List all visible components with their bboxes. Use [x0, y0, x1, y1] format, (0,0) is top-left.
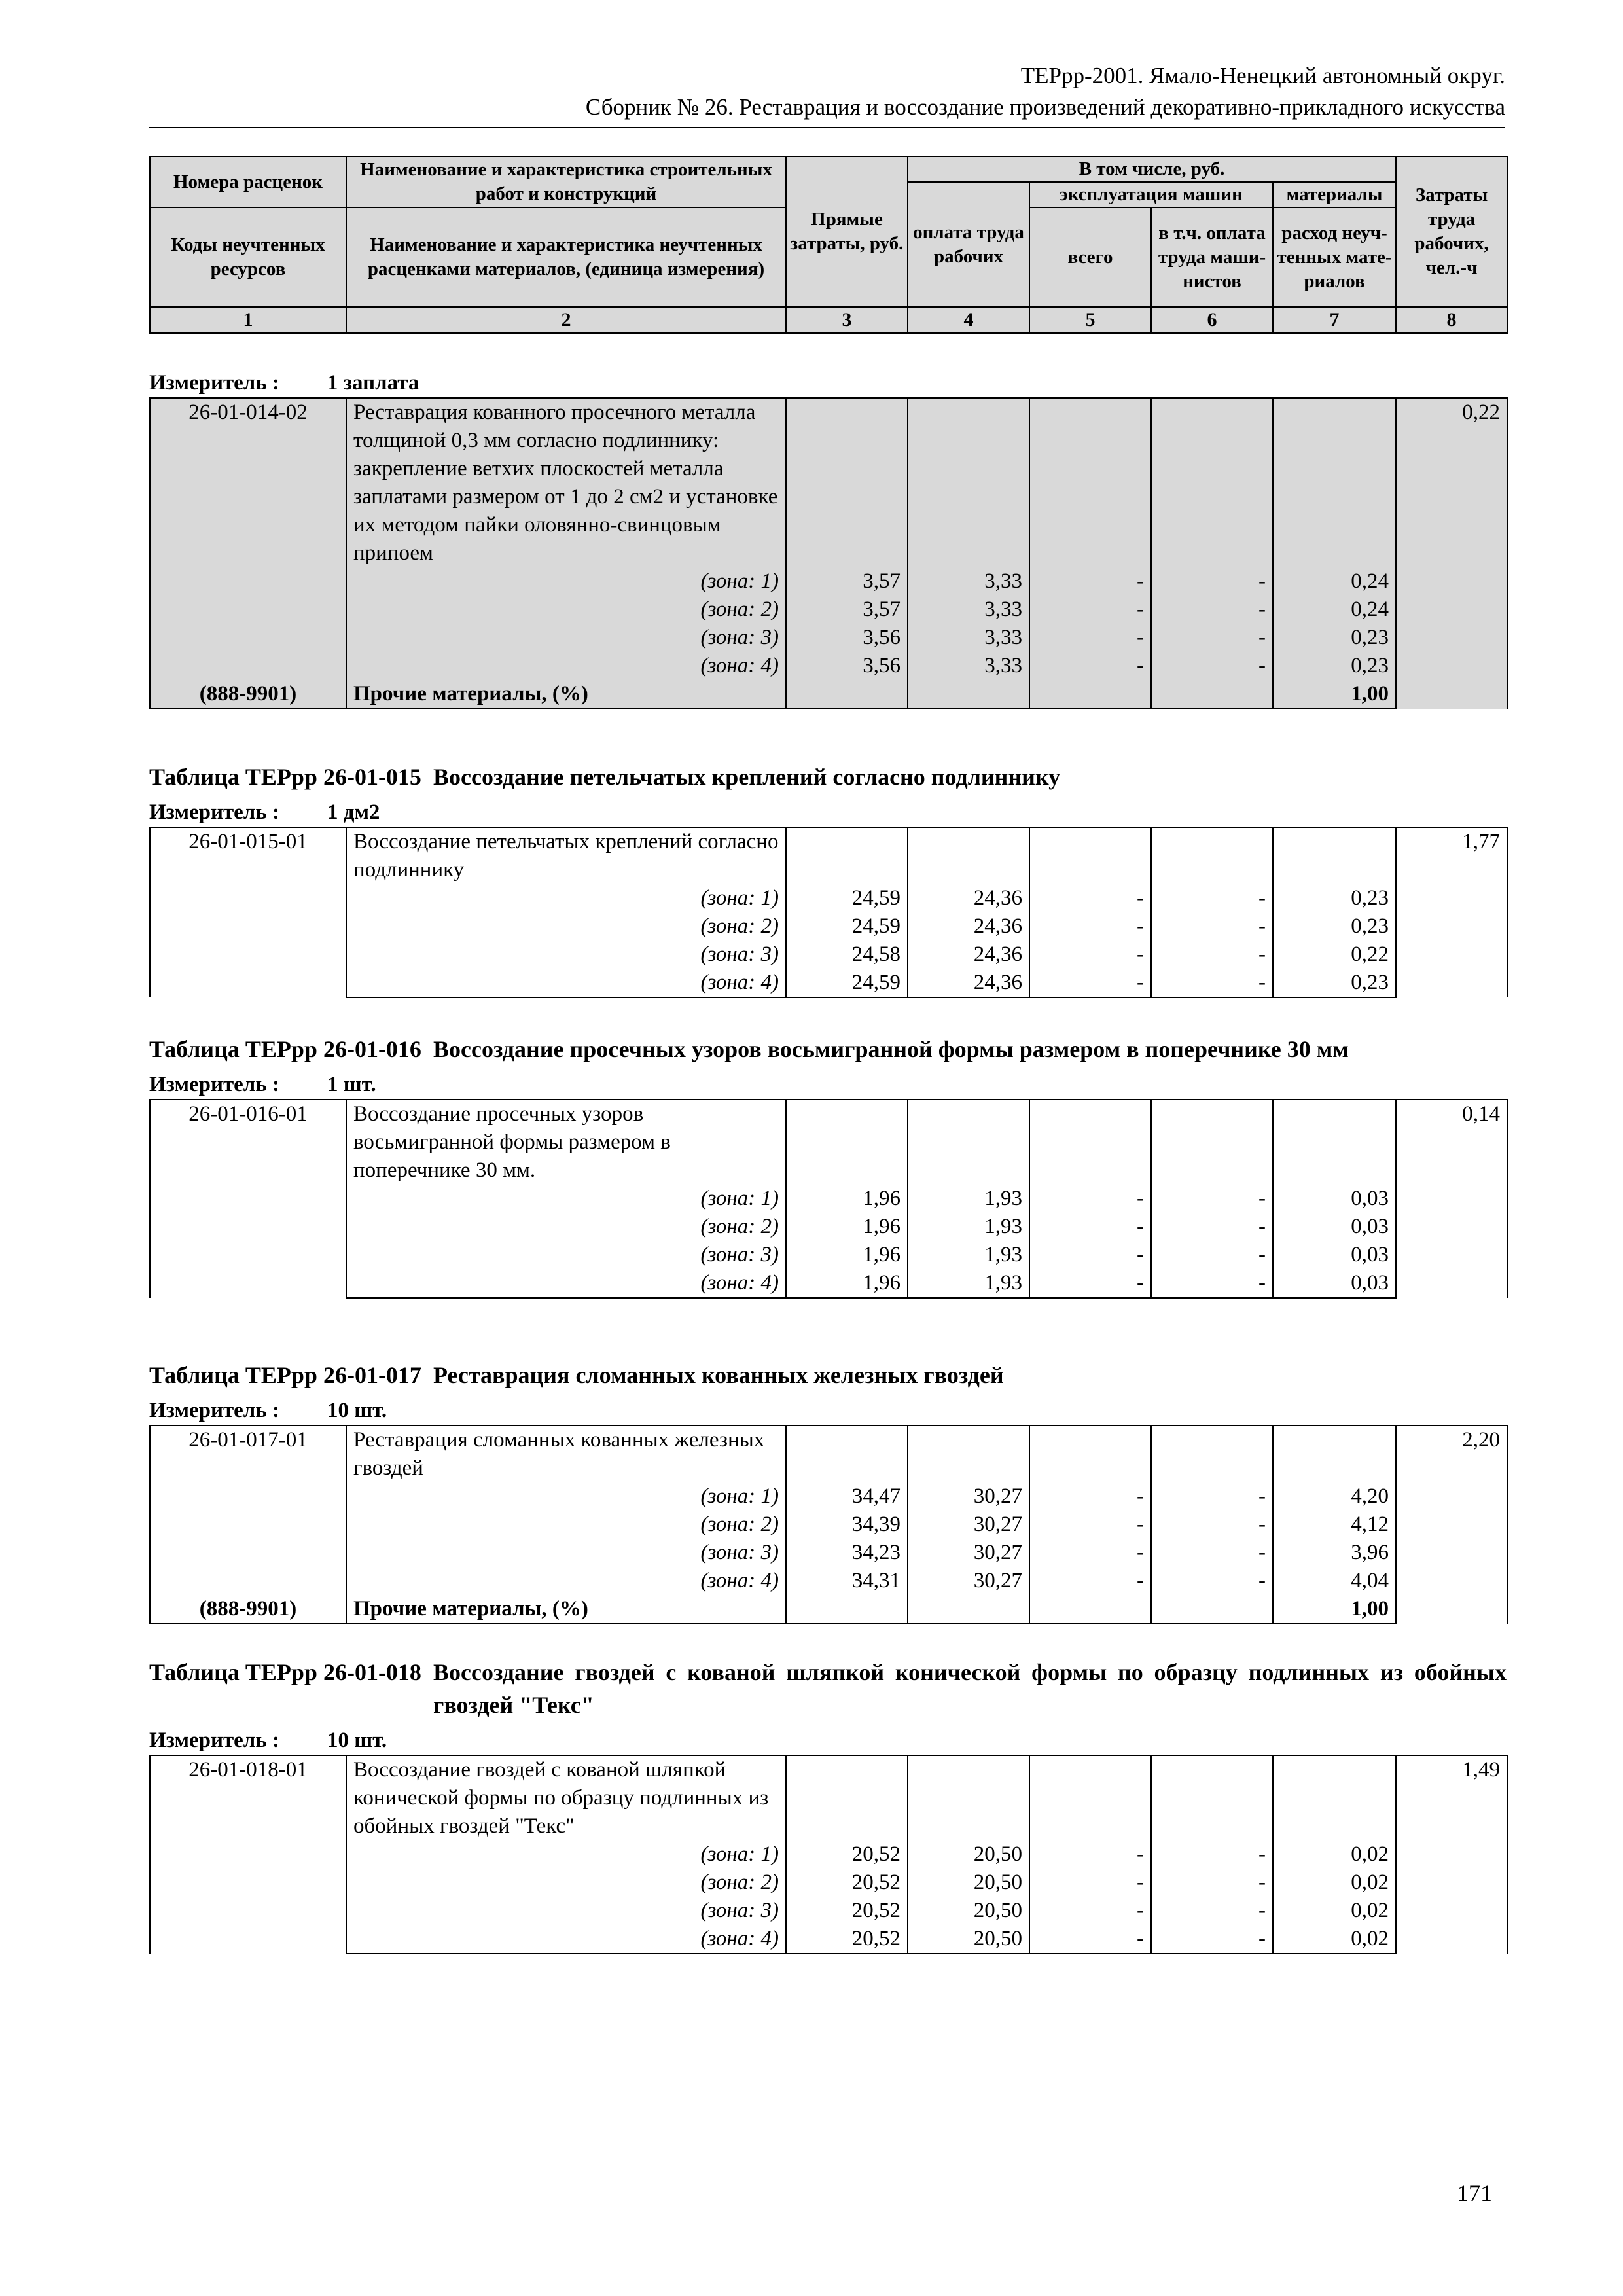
machines-total: - [1029, 1897, 1151, 1925]
section-26-01-014 [149, 369, 1507, 709]
unit-value: 1 шт. [327, 1073, 376, 1096]
other-materials-name: Прочие материалы, (%) [346, 1595, 786, 1624]
machines-total: - [1029, 1213, 1151, 1241]
table-number: Таблица ТЕРрр 26-01-016 [149, 1036, 421, 1062]
unit-label: Измеритель : [149, 1399, 280, 1422]
zone-label: (зона: 1) [346, 567, 786, 596]
col-num: 4 [908, 307, 1029, 333]
machinist-pay: - [1151, 1925, 1273, 1954]
machines-total: - [1029, 1840, 1151, 1869]
rate-code: 26-01-018-01 [150, 1755, 346, 1954]
zone-label: (зона: 1) [346, 1840, 786, 1869]
zone-label: (зона: 4) [346, 652, 786, 680]
rate-description: Воссоздание петельчатых креплений согласно подлиннику [346, 827, 786, 884]
machinist-pay: - [1151, 1511, 1273, 1539]
materials-cost: 0,24 [1273, 567, 1396, 596]
header-direct-costs: Прямые затраты, руб. [786, 156, 908, 307]
rate-code: 26-01-015-01 [150, 827, 346, 997]
machines-total: - [1029, 884, 1151, 912]
materials-cost: 0,03 [1273, 1185, 1396, 1213]
machines-total: - [1029, 1869, 1151, 1897]
labor-pay: 30,27 [908, 1539, 1029, 1567]
direct-cost: 34,39 [786, 1511, 908, 1539]
direct-cost: 20,52 [786, 1897, 908, 1925]
table-name: Воссоздание просечных узоров восьмигранной формы размером в поперечнике 30 мм [433, 1036, 1349, 1062]
materials-cost: 0,03 [1273, 1269, 1396, 1298]
rates-table [149, 827, 1508, 998]
col-num: 2 [346, 307, 786, 333]
labor-pay: 30,27 [908, 1511, 1029, 1539]
section-26-01-017 [149, 1359, 1507, 1624]
direct-cost: 34,47 [786, 1482, 908, 1511]
zone-label: (зона: 3) [346, 1897, 786, 1925]
rates-table [149, 1099, 1508, 1299]
machines-total: - [1029, 1269, 1151, 1298]
labor-pay: 24,36 [908, 941, 1029, 969]
labor-pay: 1,93 [908, 1269, 1029, 1298]
zone-label: (зона: 4) [346, 1567, 786, 1595]
table-name: Реставрация сломанных кованных железных гвоздей [433, 1362, 1004, 1388]
labor-cost: 2,20 [1396, 1426, 1507, 1624]
direct-cost: 3,56 [786, 624, 908, 652]
zone-label: (зона: 3) [346, 1539, 786, 1567]
other-materials-value: 1,00 [1273, 680, 1396, 709]
unit-label: Измеритель : [149, 1073, 280, 1096]
zone-label: (зона: 2) [346, 1511, 786, 1539]
materials-cost: 0,22 [1273, 941, 1396, 969]
machines-total: - [1029, 624, 1151, 652]
labor-pay: 20,50 [908, 1897, 1029, 1925]
materials-cost: 4,04 [1273, 1567, 1396, 1595]
zone-label: (зона: 1) [346, 1185, 786, 1213]
header-resource-codes: Коды неучтенных ресурсов [150, 207, 346, 307]
rate-code: 26-01-016-01 [150, 1100, 346, 1298]
table-title [149, 1359, 1507, 1391]
labor-pay: 20,50 [908, 1869, 1029, 1897]
machinist-pay: - [1151, 1269, 1273, 1298]
machines-total: - [1029, 1567, 1151, 1595]
zone-label: (зона: 3) [346, 1241, 786, 1269]
machinist-pay: - [1151, 941, 1273, 969]
direct-cost: 24,59 [786, 969, 908, 997]
table-title [149, 761, 1507, 793]
header-material-name: Наименование и характеристика неучтенных расценками материалов, (единица измерения) [346, 207, 786, 307]
direct-cost: 3,57 [786, 567, 908, 596]
materials-cost: 4,20 [1273, 1482, 1396, 1511]
labor-pay: 30,27 [908, 1482, 1029, 1511]
labor-pay: 20,50 [908, 1925, 1029, 1954]
rate-description: Реставрация кованного просечного металла толщиной 0,3 мм согласно подлиннику: закрепление ветхих плоскостей металла заплатами размером от 1 до 2 см2 и установке их методом пайки оловянно-свинцовым припоем [346, 398, 786, 567]
direct-cost: 24,59 [786, 912, 908, 941]
labor-cost: 0,22 [1396, 398, 1507, 709]
machines-total: - [1029, 941, 1151, 969]
machinist-pay: - [1151, 596, 1273, 624]
materials-cost: 0,23 [1273, 912, 1396, 941]
direct-cost: 1,96 [786, 1269, 908, 1298]
rates-table [149, 397, 1508, 709]
machines-total: - [1029, 969, 1151, 997]
machinist-pay: - [1151, 1241, 1273, 1269]
header-material-consumption: расход неуч-тенных мате-риалов [1273, 207, 1396, 307]
direct-cost: 20,52 [786, 1925, 908, 1954]
labor-pay: 1,93 [908, 1241, 1029, 1269]
labor-pay: 1,93 [908, 1213, 1029, 1241]
unit-value: 10 шт. [327, 1729, 387, 1752]
direct-cost: 3,57 [786, 596, 908, 624]
unit-line [149, 1397, 1507, 1425]
zone-label: (зона: 2) [346, 596, 786, 624]
header-machines-total: всего [1029, 207, 1151, 307]
materials-cost: 0,23 [1273, 652, 1396, 680]
machines-total: - [1029, 1925, 1151, 1954]
table-name: Воссоздание петельчатых креплений согласно подлиннику [433, 764, 1061, 790]
direct-cost: 1,96 [786, 1213, 908, 1241]
unit-value: 1 заплата [327, 371, 419, 395]
header-labor-pay: оплата труда рабочих [908, 182, 1029, 307]
zone-label: (зона: 1) [346, 1482, 786, 1511]
unit-line [149, 1071, 1507, 1099]
labor-pay: 3,33 [908, 567, 1029, 596]
materials-cost: 3,96 [1273, 1539, 1396, 1567]
materials-cost: 0,03 [1273, 1213, 1396, 1241]
page-number: 171 [1457, 2180, 1492, 2206]
header-rates-numbers: Номера расценок [150, 156, 346, 207]
direct-cost: 24,59 [786, 884, 908, 912]
unit-label: Измеритель : [149, 800, 280, 824]
materials-cost: 0,02 [1273, 1897, 1396, 1925]
materials-cost: 0,02 [1273, 1869, 1396, 1897]
zone-label: (зона: 4) [346, 1925, 786, 1954]
machines-total: - [1029, 596, 1151, 624]
machinist-pay: - [1151, 1869, 1273, 1897]
rate-description: Воссоздание гвоздей с кованой шляпкой конической формы по образцу подлинных из обойных гвоздей "Текс" [346, 1755, 786, 1840]
machinist-pay: - [1151, 1185, 1273, 1213]
machines-total: - [1029, 652, 1151, 680]
machinist-pay: - [1151, 652, 1273, 680]
labor-cost: 1,49 [1396, 1755, 1507, 1954]
direct-cost: 34,31 [786, 1567, 908, 1595]
machines-total: - [1029, 1482, 1151, 1511]
unit-label: Измеритель : [149, 1729, 280, 1752]
unit-line [149, 369, 1507, 397]
header-machinist-pay: в т.ч. оплата труда маши-нистов [1151, 207, 1273, 307]
machines-total: - [1029, 1241, 1151, 1269]
machinist-pay: - [1151, 884, 1273, 912]
labor-cost: 0,14 [1396, 1100, 1507, 1298]
materials-cost: 0,23 [1273, 969, 1396, 997]
table-number: Таблица ТЕРрр 26-01-018 [149, 1659, 421, 1685]
materials-cost: 0,23 [1273, 884, 1396, 912]
machines-total: - [1029, 912, 1151, 941]
machinist-pay: - [1151, 624, 1273, 652]
labor-pay: 30,27 [908, 1567, 1029, 1595]
rate-description: Воссоздание просечных узоров восьмигранной формы размером в поперечнике 30 мм. [346, 1100, 786, 1185]
table-title [149, 1033, 1507, 1066]
unit-value: 1 дм2 [327, 800, 380, 824]
machinist-pay: - [1151, 1567, 1273, 1595]
unit-line [149, 1727, 1507, 1755]
machinist-pay: - [1151, 969, 1273, 997]
header-divider [149, 127, 1505, 128]
col-num: 8 [1396, 307, 1507, 333]
rate-description: Реставрация сломанных кованных железных гвоздей [346, 1426, 786, 1482]
zone-label: (зона: 1) [346, 884, 786, 912]
direct-cost: 24,58 [786, 941, 908, 969]
zone-label: (зона: 4) [346, 969, 786, 997]
materials-cost: 4,12 [1273, 1511, 1396, 1539]
zone-label: (зона: 3) [346, 941, 786, 969]
labor-pay: 3,33 [908, 596, 1029, 624]
zone-label: (зона: 2) [346, 1869, 786, 1897]
labor-pay: 24,36 [908, 884, 1029, 912]
col-num: 1 [150, 307, 346, 333]
rate-code: 26-01-014-02 [150, 398, 346, 680]
materials-cost: 0,23 [1273, 624, 1396, 652]
unit-value: 10 шт. [327, 1399, 387, 1422]
direct-cost: 20,52 [786, 1840, 908, 1869]
unit-label: Измеритель : [149, 371, 280, 395]
zone-label: (зона: 4) [346, 1269, 786, 1298]
machines-total: - [1029, 1511, 1151, 1539]
header-machines: эксплуатация машин [1029, 182, 1273, 207]
table-number: Таблица ТЕРрр 26-01-015 [149, 764, 421, 790]
machinist-pay: - [1151, 1539, 1273, 1567]
zone-label: (зона: 2) [346, 912, 786, 941]
direct-cost: 20,52 [786, 1869, 908, 1897]
materials-cost: 0,24 [1273, 596, 1396, 624]
direct-cost: 3,56 [786, 652, 908, 680]
machinist-pay: - [1151, 1840, 1273, 1869]
labor-pay: 24,36 [908, 969, 1029, 997]
col-num: 3 [786, 307, 908, 333]
other-materials-value: 1,00 [1273, 1595, 1396, 1624]
header-including: В том числе, руб. [908, 156, 1396, 182]
labor-pay: 1,93 [908, 1185, 1029, 1213]
table-number: Таблица ТЕРрр 26-01-017 [149, 1362, 421, 1388]
other-materials-code: (888-9901) [150, 680, 346, 709]
direct-cost: 1,96 [786, 1185, 908, 1213]
other-materials-code: (888-9901) [150, 1595, 346, 1624]
machinist-pay: - [1151, 1213, 1273, 1241]
running-header-line2: Сборник № 26. Реставрация и воссоздание произведений декоративно-прикладного искусства [585, 94, 1505, 120]
table-name: Воссоздание гвоздей с кованой шляпкой конической формы по образцу подлинных из обойных гвоздей "Текс" [433, 1659, 1507, 1718]
zone-label: (зона: 2) [346, 1213, 786, 1241]
unit-line [149, 798, 1507, 827]
section-26-01-015 [149, 761, 1507, 998]
table-title [149, 1656, 1507, 1721]
rate-code: 26-01-017-01 [150, 1426, 346, 1595]
machinist-pay: - [1151, 567, 1273, 596]
materials-cost: 0,03 [1273, 1241, 1396, 1269]
materials-cost: 0,02 [1273, 1840, 1396, 1869]
machinist-pay: - [1151, 1482, 1273, 1511]
materials-cost: 0,02 [1273, 1925, 1396, 1954]
direct-cost: 34,23 [786, 1539, 908, 1567]
machines-total: - [1029, 567, 1151, 596]
labor-pay: 24,36 [908, 912, 1029, 941]
header-work-name: Наименование и характеристика строительных работ и конструкций [346, 156, 786, 207]
running-header-line1: ТЕРрр-2001. Ямало-Ненецкий автономный округ. [1020, 63, 1505, 88]
rates-table [149, 1425, 1508, 1624]
col-num: 6 [1151, 307, 1273, 333]
rates-table [149, 1755, 1508, 1954]
header-materials: материалы [1273, 182, 1396, 207]
labor-pay: 3,33 [908, 652, 1029, 680]
machines-total: - [1029, 1185, 1151, 1213]
column-header-table [149, 156, 1508, 334]
col-num: 5 [1029, 307, 1151, 333]
labor-cost: 1,77 [1396, 827, 1507, 997]
other-materials-name: Прочие материалы, (%) [346, 680, 786, 709]
zone-label: (зона: 3) [346, 624, 786, 652]
machines-total: - [1029, 1539, 1151, 1567]
machinist-pay: - [1151, 1897, 1273, 1925]
section-26-01-018 [149, 1656, 1507, 1954]
direct-cost: 1,96 [786, 1241, 908, 1269]
labor-pay: 20,50 [908, 1840, 1029, 1869]
labor-pay: 3,33 [908, 624, 1029, 652]
col-num: 7 [1273, 307, 1396, 333]
header-labor-costs: Затраты труда рабочих, чел.-ч [1396, 156, 1507, 307]
machinist-pay: - [1151, 912, 1273, 941]
section-26-01-016 [149, 1033, 1507, 1299]
